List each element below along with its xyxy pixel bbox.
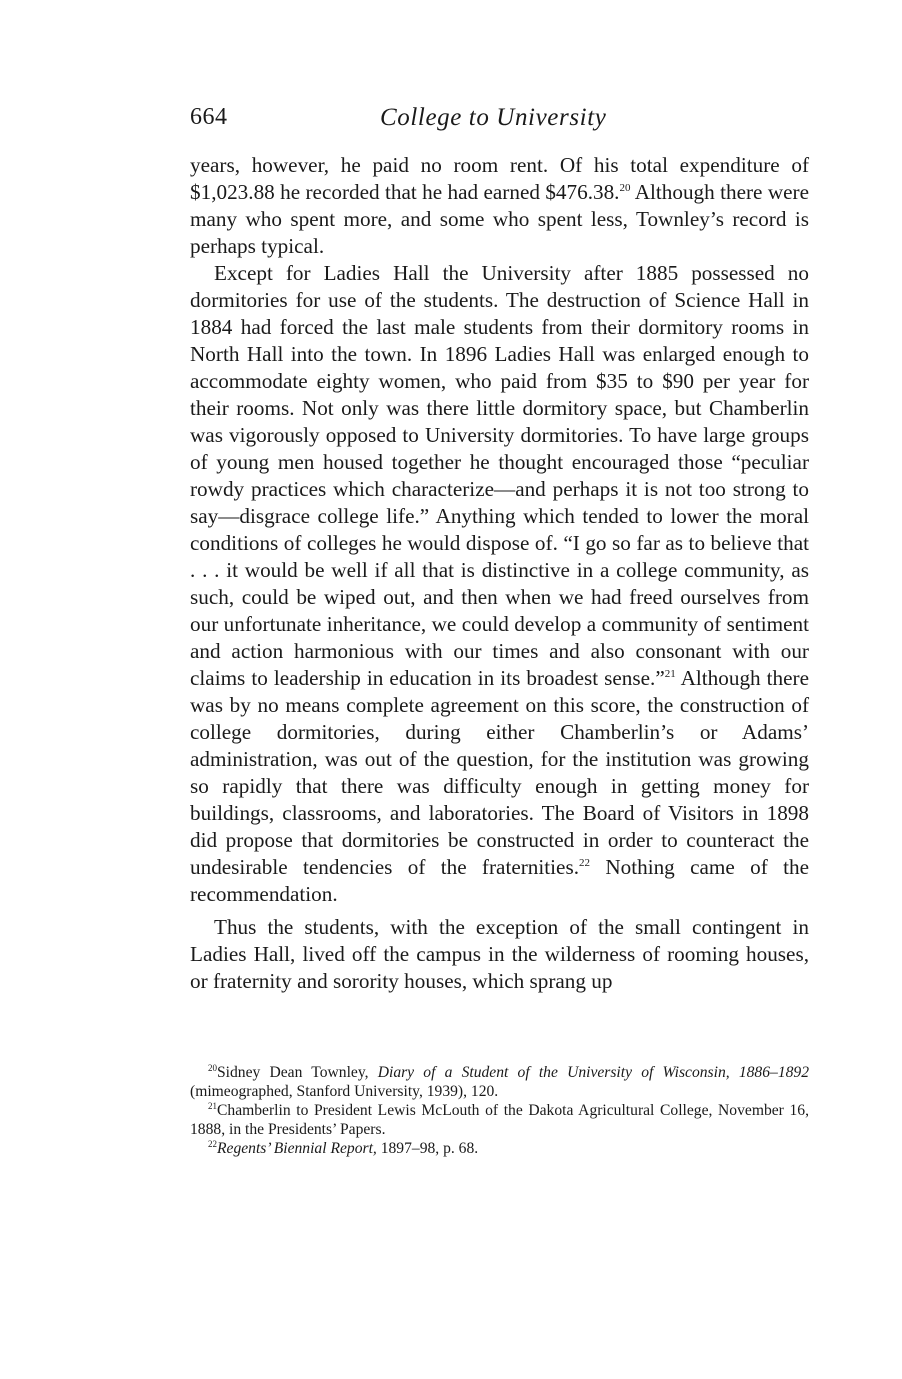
paragraph-off-campus bbox=[190, 914, 809, 995]
footnotes bbox=[190, 1063, 809, 1158]
paragraph-text: Thus the students, with the exception of the small contingent in Ladies Hall, lived off the campus in the wilderness of rooming houses, or fraternity and sorority houses, which sprang up bbox=[190, 915, 809, 993]
footnote-ref-20: 20 bbox=[619, 182, 631, 194]
paragraph-text: Although there was by no means complete agreement on this score, the construction of college dormitories, during either Chamberlin’s or Adams’ administration, was out of the question, for the institution was growing so rapidly that there was difficulty enough in getting money for buildings, classrooms, and laboratories. The Board of Visitors in 1898 did propose that dormitories be constructed in order to counteract the undesirable tendencies of the fraternities. bbox=[190, 666, 809, 879]
footnote-ref-22: 22 bbox=[579, 857, 590, 869]
footnote-text: Sidney Dean Townley, bbox=[217, 1064, 378, 1081]
paragraph-text: years, however, he paid no room rent. Of his total expenditure of $1,023.88 he recorded that he had earned $476.38. bbox=[190, 153, 809, 204]
running-title: College to University bbox=[380, 104, 607, 131]
footnote-number: 21 bbox=[208, 1101, 217, 1111]
footnote-number: 20 bbox=[208, 1063, 217, 1073]
paragraph-continued bbox=[190, 152, 809, 260]
footnote-ref-21: 21 bbox=[664, 668, 676, 680]
footnote-22 bbox=[190, 1139, 809, 1158]
footnote-text: (mimeographed, Stanford University, 1939), 120. bbox=[190, 1083, 499, 1100]
footnote-text: 1897–98, p. 68. bbox=[376, 1140, 479, 1157]
paragraph-text: Although there were many who spent more, and some who spent less, Townley’s record is perhaps typical. bbox=[190, 180, 810, 258]
footnote-number: 22 bbox=[208, 1139, 217, 1149]
footnote-title: Regents’ Biennial Report, bbox=[217, 1140, 377, 1157]
paragraph-dormitories bbox=[190, 260, 809, 908]
footnote-title: Diary of a Student of the University of Wisconsin, 1886–1892 bbox=[377, 1064, 810, 1081]
paragraph-text: Nothing came of the recommendation. bbox=[190, 855, 809, 906]
footnote-20 bbox=[190, 1063, 809, 1101]
footnote-21 bbox=[190, 1101, 809, 1139]
paragraph-text: Except for Ladies Hall the University after 1885 possessed no dormitories for use of the students. The destruction of Science Hall in 1884 had forced the last male students from their dormitory rooms in North Hall into the town. In 1896 Ladies Hall was enlarged enough to accommodate eighty women, who paid from $35 to $90 per year for their rooms. Not only was there little dormitory space, but Chamberlin was vigorously opposed to University dormitories. To have large groups of young men housed together he thought encouraged those “peculiar rowdy practices which characterize—and perhaps it is not too strong to say—disgrace college life.” Anything which tended to lower the moral conditions of colleges he would dispose of. “I go so far as to believe that . . . it would be well if all that is distinctive in a college community, as such, could be wiped out, and then when we had freed ourselves from our unfortunate inheritance, we could develop a community of sentiment and action harmonious with our times and also consonant with our claims to leadership in education in its broadest sense.” bbox=[190, 261, 809, 690]
page-number: 664 bbox=[190, 104, 228, 130]
body-text bbox=[190, 152, 809, 995]
footnote-text: Chamberlin to President Lewis McLouth of the Dakota Agricultural College, November 16, 1888, in the Presidents’ Papers. bbox=[190, 1102, 809, 1138]
running-head bbox=[190, 104, 810, 140]
